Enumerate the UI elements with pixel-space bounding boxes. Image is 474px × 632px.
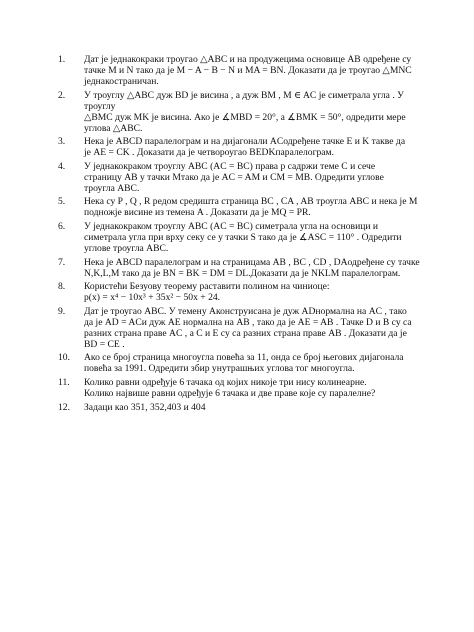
problem-number: 10. xyxy=(58,352,70,364)
problem-1 xyxy=(56,54,422,87)
problem-text-line: је AE = CK . Доказати да је четвороугао BEDKпаралелограм. xyxy=(84,147,335,159)
problem-text-line: У једнакокраком троуглу ABC (AC = BC) симетрала угла на основици и xyxy=(84,220,378,232)
problem-text-line: Нека је ABCD паралелограм и на дијагонали ACодређене тачке E и K такве да xyxy=(84,136,406,148)
problem-6 xyxy=(56,221,422,254)
problem-text-line: тачке M и N тако да је M − A − B − N и MA = BN. Доказати да је троугао △MNC xyxy=(84,65,412,76)
problem-7 xyxy=(56,257,422,279)
problem-9 xyxy=(56,306,422,350)
problem-text-line: Колико највише равни одређује 6 тачака и две праве које су паралелне? xyxy=(84,387,376,399)
problem-text-line: У троуглу △ABC дуж BD је висина , а дуж BM , M ∈ AC је симетрала угла . У xyxy=(84,89,404,101)
problem-number: 9. xyxy=(58,305,66,317)
problem-text-line: N,K,L,M тако да је BN = BK = DM = DL.Доказати да је NKLM паралелограм. xyxy=(84,267,401,279)
problem-text-line: У једнакокраком троуглу ABC (AC = BC) права p садржи теме C и сече xyxy=(84,160,376,172)
problem-text-line: троугла ABC. xyxy=(84,182,140,194)
problem-list xyxy=(56,54,422,415)
problem-text-line: Дат је троугао ABC. У темену Aконструисана је дуж ADнормална на AC , тако xyxy=(84,305,407,317)
problem-text-line: Дат је једнакокраки троугао △ABC и на продужецима основице AB одређене су xyxy=(84,54,412,65)
problem-text-line: страницу AB у тачки Mтако да је AC = AM и CM = MB. Одредити углове xyxy=(84,171,384,183)
problem-5 xyxy=(56,196,422,218)
problem-text-line: BD = CE . xyxy=(84,338,125,350)
problem-2 xyxy=(56,90,422,134)
problem-11 xyxy=(56,377,422,399)
problem-number: 3. xyxy=(58,136,66,148)
problem-number: 6. xyxy=(58,220,66,232)
problem-number: 5. xyxy=(58,196,66,208)
problem-text-line: да је AD = ACи дуж AE нормална на AB , тако да је AE = AB . Тачке D и B су са xyxy=(84,316,412,328)
problem-10 xyxy=(56,352,422,374)
problem-text-line: Ако се број страница многоугла повећа за 11, онда се број његових дијагонала xyxy=(84,352,404,364)
problem-text-line: Нека су P , Q , R редом средишта страница BC , CA , AB троугла ABC и нека је M xyxy=(84,196,418,208)
problem-number: 7. xyxy=(58,256,66,268)
problem-number: 11. xyxy=(58,376,70,388)
problem-text-line: Нека је ABCD паралелограм и на страницама AB , BC , CD , DAодређене су тачке xyxy=(84,256,420,268)
problem-text-line: Колико равни одређује 6 тачака од којих никоје три нису колинеарне. xyxy=(84,376,367,388)
problem-text-line: једнакостраничан. xyxy=(84,76,159,87)
problem-text-line: повећа за 1991. Одредити збир унутрашњих углова тог многоугла. xyxy=(84,363,355,375)
problem-8 xyxy=(56,281,422,303)
problem-text-line: разних страна праве AC , а C и E су са разних страна праве AB . Доказати да је xyxy=(84,327,407,339)
problem-text-line: подножје висине из темена A . Доказати да је MQ = PR. xyxy=(84,207,311,219)
problem-number: 1. xyxy=(58,54,66,65)
problem-number: 2. xyxy=(58,89,66,101)
problem-number: 4. xyxy=(58,160,66,172)
problem-text-line: углова △ABC. xyxy=(84,122,143,134)
problem-3 xyxy=(56,136,422,158)
problem-text-line: △BMC дуж MK је висина. Ако је ∡MBD = 20°, а ∡BMK = 50°, одредити мере xyxy=(84,111,406,123)
polynomial-formula: p(x) = x⁴ − 10x³ + 35x² − 50x + 24. xyxy=(84,292,221,304)
problem-4 xyxy=(56,161,422,194)
problem-number: 12. xyxy=(58,401,70,413)
problem-text-line: симетрала угла при врху секу се у тачки S тако да је ∡ASC = 110° . Одредити xyxy=(84,231,402,243)
problem-text-line: углове троугла ABC. xyxy=(84,242,169,254)
problem-12 xyxy=(56,402,422,413)
problem-text-line: троуглу xyxy=(84,100,116,112)
problem-text-line: Задаци као 351, 352,403 и 404 xyxy=(84,401,206,413)
problem-number: 8. xyxy=(58,281,66,293)
problem-text-line: Користећи Безуову теорему раставити полином на чиниоце: xyxy=(84,281,330,293)
